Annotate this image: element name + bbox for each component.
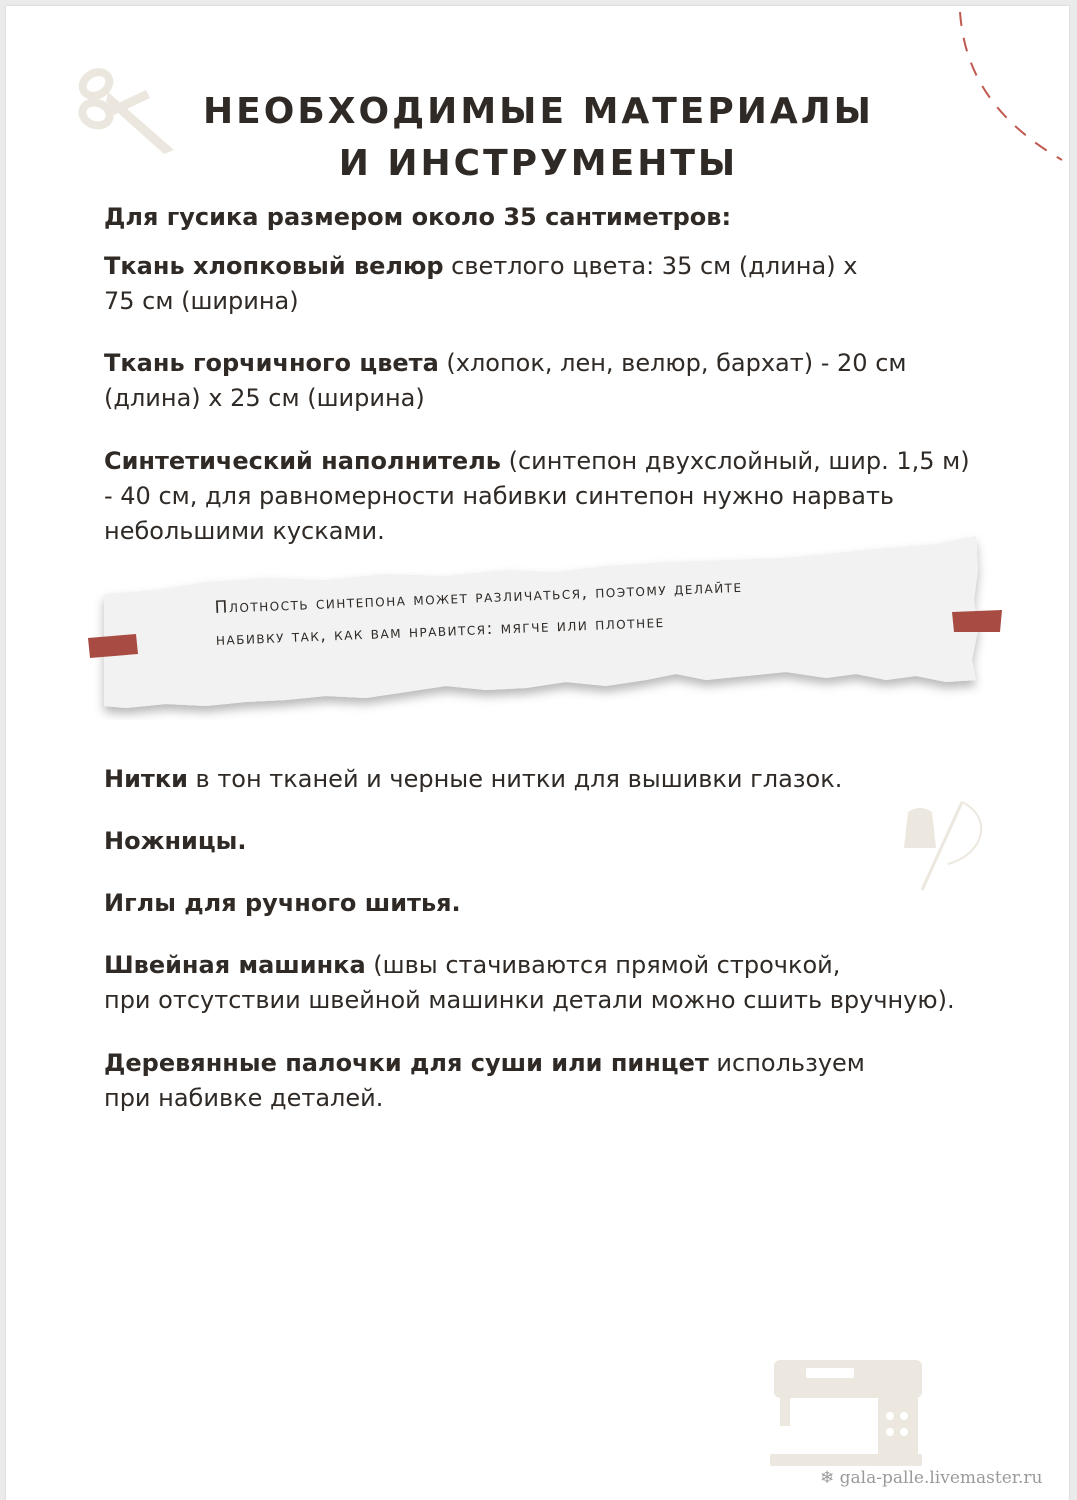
item-text: используем <box>708 1049 865 1077</box>
note-line-1: Плотность синтепона может различаться, поэтому делайте <box>214 576 743 618</box>
item-text: 75 см (ширина) <box>104 287 299 315</box>
material-item <box>104 346 974 416</box>
material-item <box>104 762 974 797</box>
tape-icon <box>950 608 1004 634</box>
material-item: Ножницы. <box>104 827 247 855</box>
item-bold-label: Нитки <box>104 765 188 793</box>
item-bold-label: Синтетический наполнитель <box>104 447 501 475</box>
note-line-2: набивку так, как вам нравится: мягче или плотнее <box>215 611 666 650</box>
snowflake-icon: ❄ <box>820 1468 840 1488</box>
subheading: Для гусика размером около 35 сантиметров: <box>104 203 732 231</box>
item-text: светлого цвета: 35 см (длина) х <box>443 252 858 280</box>
item-text: при отсутствии швейной машинки детали можно сшить вручную). <box>104 986 955 1014</box>
item-text: - 40 см, для равномерности набивки синтепон нужно нарвать <box>104 482 895 510</box>
thimble-needle-icon <box>898 798 994 894</box>
item-text: (длина) х 25 см (ширина) <box>104 384 425 412</box>
page-title <box>0 86 1077 190</box>
watermark <box>820 1468 1043 1488</box>
item-text: небольшими кусками. <box>104 517 385 545</box>
watermark-text: gala-palle.livemaster.ru <box>839 1468 1043 1488</box>
item-bold-label: Ткань горчичного цвета <box>104 349 439 377</box>
item-bold-label: Швейная машинка <box>104 951 366 979</box>
title-line-1: НЕОБХОДИМЫЕ МАТЕРИАЛЫ <box>203 91 874 132</box>
item-text: в тон тканей и черные нитки для вышивки глазок. <box>187 765 843 793</box>
item-bold-label: Ткань хлопковый велюр <box>104 252 444 280</box>
sewing-machine-icon <box>770 1356 926 1468</box>
item-text: (хлопок, лен, велюр, бархат) - 20 см <box>438 349 907 377</box>
material-item <box>104 249 974 319</box>
item-bold-label: Деревянные палочки для суши или пинцет <box>104 1049 709 1077</box>
item-text: при набивке деталей. <box>104 1084 384 1112</box>
item-text: (синтепон двухслойный, шир. 1,5 м) <box>500 447 970 475</box>
material-item: Иглы для ручного шитья. <box>104 889 461 917</box>
item-text: (швы стачиваются прямой строчкой, <box>365 951 841 979</box>
title-line-2: И ИНСТРУМЕНТЫ <box>338 143 739 184</box>
torn-paper-note <box>86 530 1006 720</box>
material-item <box>104 948 974 1018</box>
material-item <box>104 1046 974 1116</box>
tape-icon <box>86 632 140 658</box>
